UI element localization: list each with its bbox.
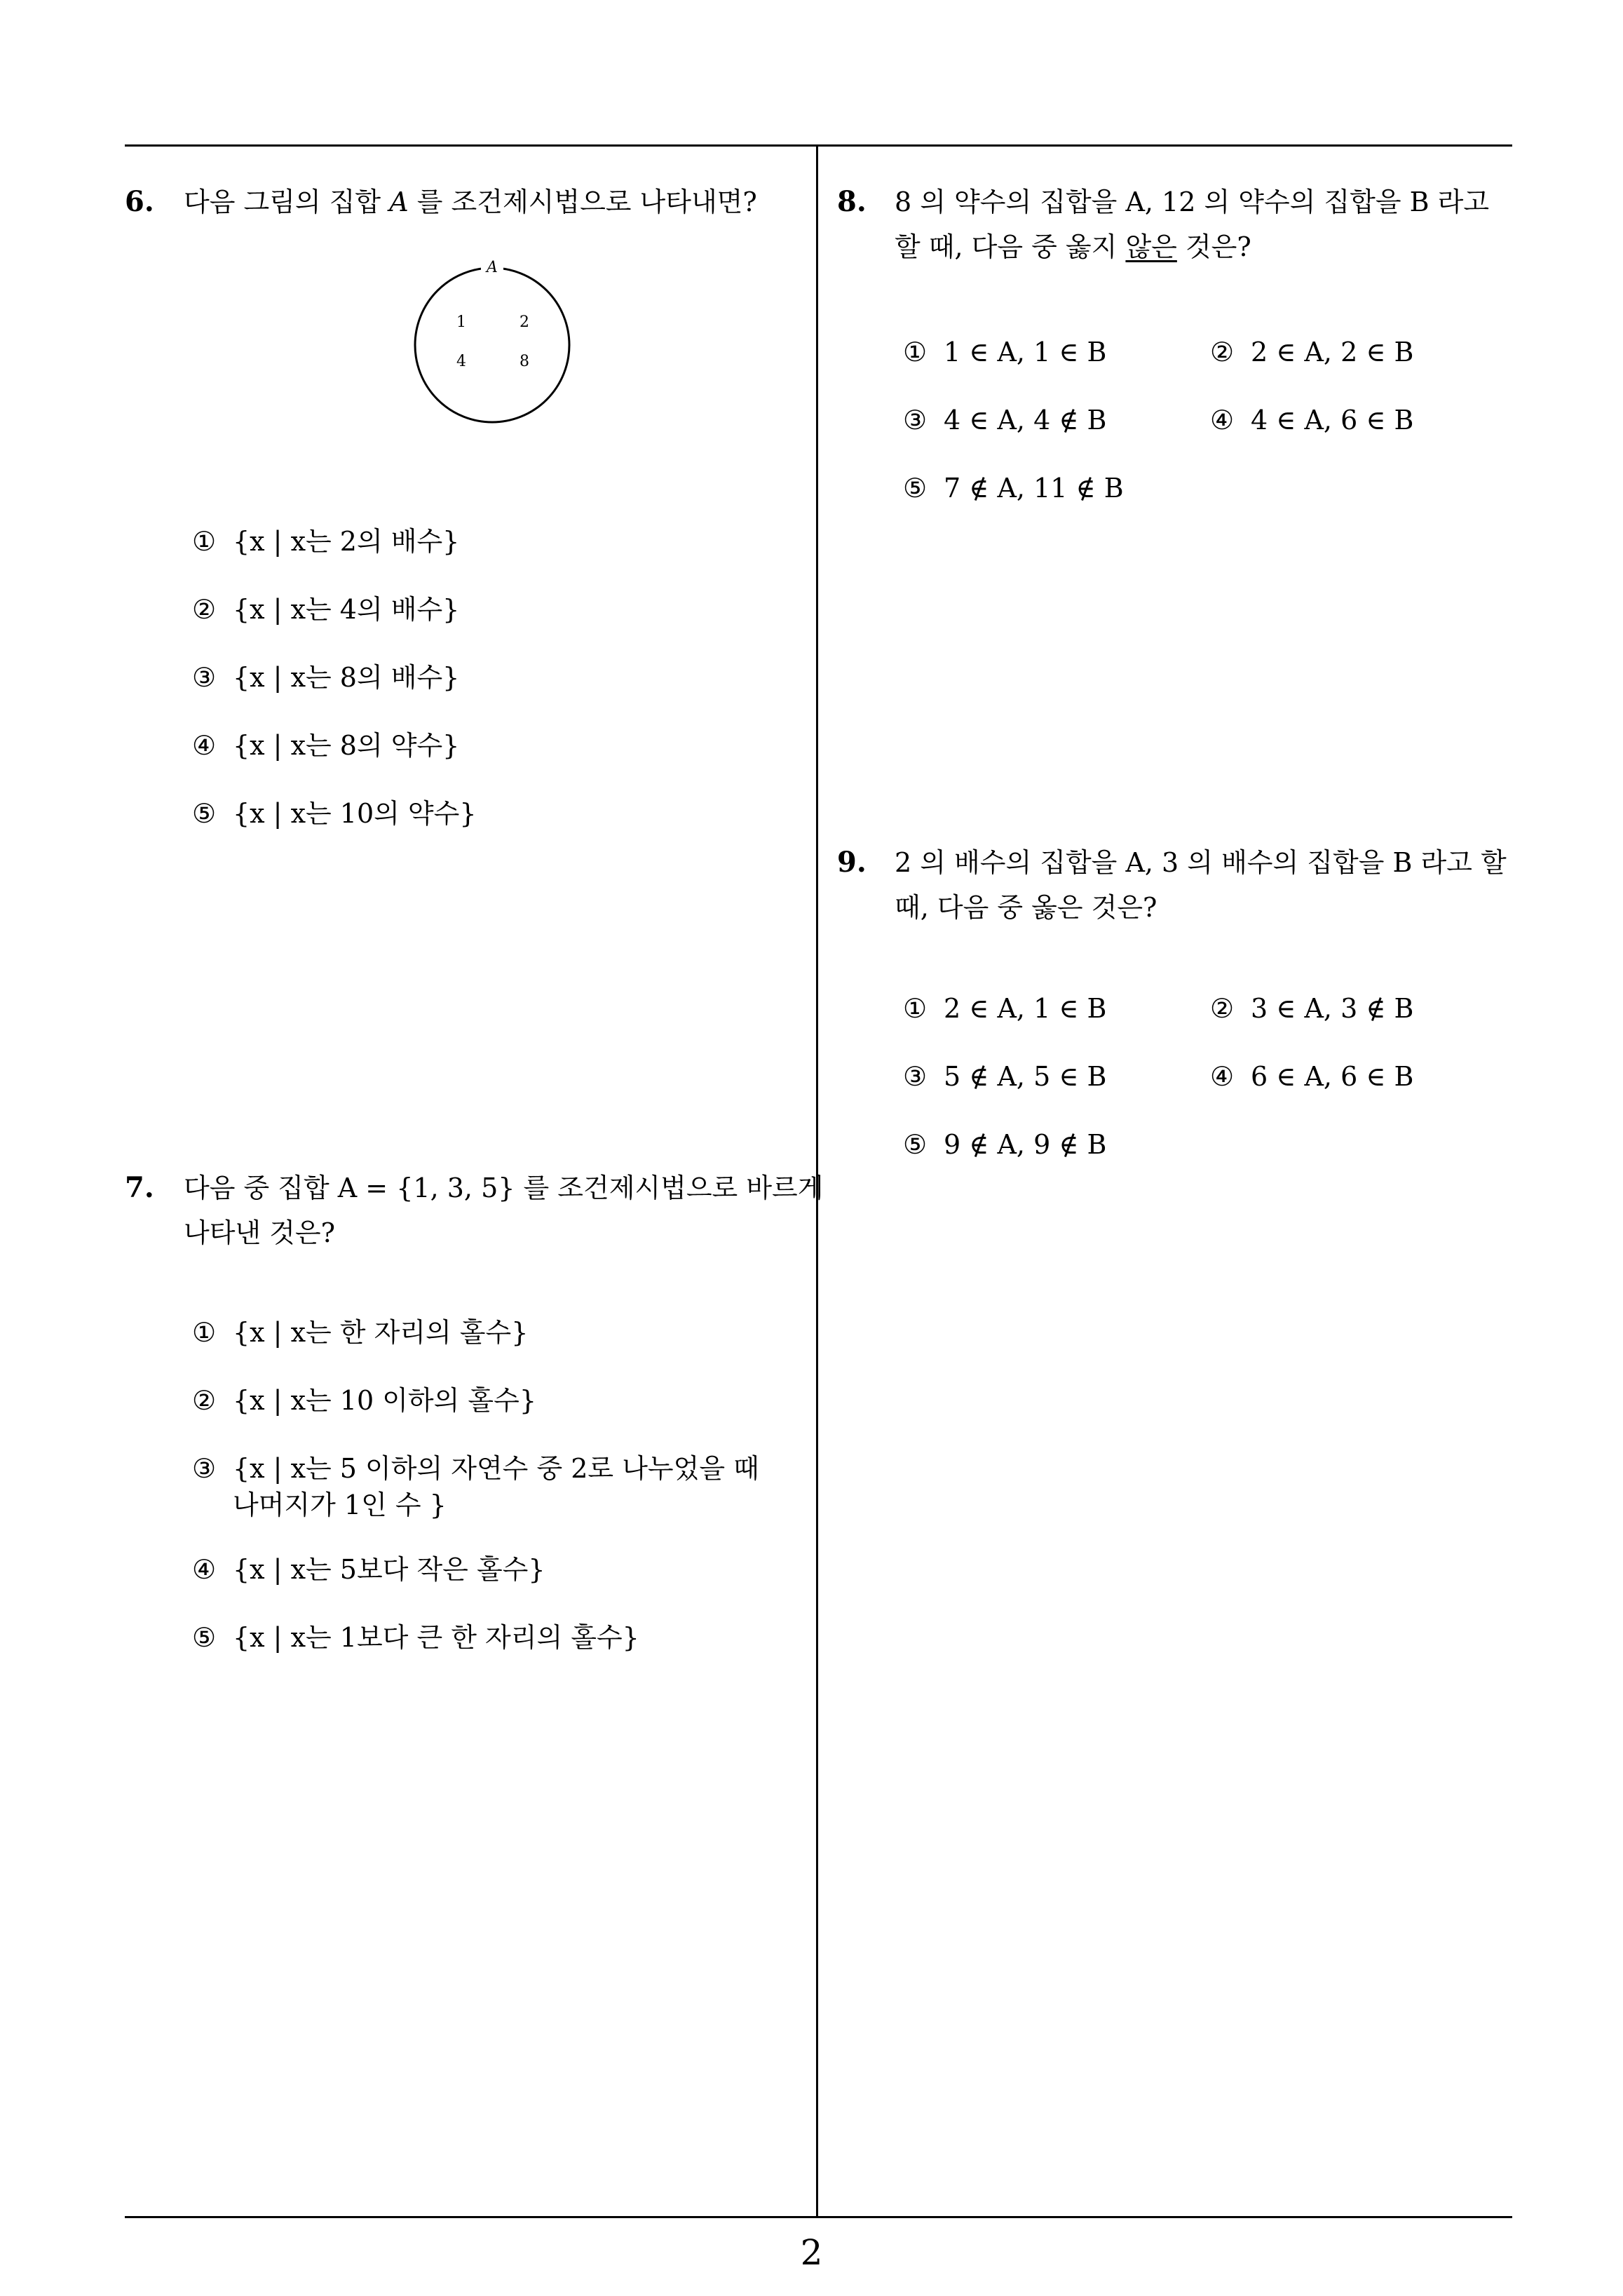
question-7-option-4[interactable]	[192, 1551, 545, 1588]
question-9-option-2[interactable]	[1210, 990, 1413, 1027]
question-8-underlined-word: 않은	[1125, 231, 1177, 262]
option-text: {x | x는 2의 배수}	[233, 526, 460, 557]
venn-element: 4	[456, 353, 466, 370]
question-6-option-2[interactable]	[192, 591, 459, 628]
question-8-line-1: 8 의 약수의 집합을 A, 12 의 약수의 집합을 B 라고	[895, 187, 1490, 217]
question-8-number: 8.	[837, 185, 867, 218]
question-7-option-1[interactable]	[192, 1314, 528, 1351]
question-6-option-3[interactable]	[192, 659, 459, 696]
page-number: 2	[800, 2232, 823, 2273]
option-marker: ③	[192, 1453, 217, 1484]
question-6-text-pre: 다음 그림의 집합	[184, 187, 390, 217]
question-7-option-3[interactable]	[192, 1450, 759, 1523]
bottom-rule	[125, 2216, 1512, 2218]
option-text: {x | x는 10 이하의 홀수}	[233, 1385, 537, 1416]
question-9-option-1[interactable]	[903, 990, 1106, 1027]
question-6-text	[184, 180, 757, 224]
option-marker: ④	[1210, 405, 1235, 435]
question-7-line-2: 나타낸 것은?	[184, 1217, 335, 1248]
option-marker: ①	[192, 526, 217, 557]
option-marker: ④	[1210, 1061, 1235, 1092]
option-marker: ③	[903, 1061, 928, 1092]
question-8-option-4[interactable]	[1210, 402, 1413, 438]
option-marker: ②	[1210, 337, 1235, 367]
option-text: {x | x는 한 자리의 홀수}	[233, 1317, 529, 1348]
question-9-option-4[interactable]	[1210, 1058, 1413, 1095]
option-marker: ①	[192, 1317, 217, 1348]
question-7-option-5[interactable]	[192, 1619, 639, 1656]
question-8-line-2-post: 것은?	[1176, 231, 1251, 262]
question-8-option-3[interactable]	[903, 402, 1106, 438]
question-9-line-2: 때, 다음 중 옳은 것은?	[895, 892, 1157, 923]
question-9-line-1: 2 의 배수의 집합을 A, 3 의 배수의 집합을 B 라고 할	[895, 847, 1507, 878]
option-marker: ⑤	[192, 798, 217, 829]
question-8-option-1[interactable]	[903, 334, 1106, 370]
question-7-number: 7.	[125, 1171, 154, 1204]
option-text: {x | x는 1보다 큰 한 자리의 홀수}	[233, 1622, 639, 1653]
question-6-option-1[interactable]	[192, 523, 459, 560]
venn-diagram	[408, 257, 576, 432]
option-text: 9 ∉ A, 9 ∉ B	[944, 1129, 1107, 1160]
option-marker: ①	[903, 337, 928, 367]
option-marker: ⑤	[903, 473, 928, 504]
option-text: {x | x는 10의 약수}	[233, 798, 477, 829]
option-text: {x | x는 5 이하의 자연수 중 2로 나누었을 때	[233, 1453, 759, 1484]
option-text: 7 ∉ A, 11 ∉ B	[944, 473, 1124, 504]
option-text: {x | x는 8의 배수}	[233, 662, 460, 693]
option-text: 6 ∈ A, 6 ∈ B	[1251, 1061, 1414, 1092]
option-marker: ②	[192, 1385, 217, 1416]
top-rule	[125, 144, 1512, 147]
venn-element: 1	[456, 313, 466, 331]
option-text: {x | x는 5보다 작은 홀수}	[233, 1554, 545, 1585]
option-text: 4 ∈ A, 4 ∉ B	[944, 405, 1107, 435]
option-marker: ⑤	[192, 1622, 217, 1653]
option-text: 2 ∈ A, 1 ∈ B	[944, 993, 1107, 1024]
option-text: 1 ∈ A, 1 ∈ B	[944, 337, 1107, 367]
question-7-line-1: 다음 중 집합 A = {1, 3, 5} 를 조건제시법으로 바르게	[184, 1173, 824, 1203]
question-7-option-2[interactable]	[192, 1382, 536, 1419]
option-marker: ④	[192, 1554, 217, 1585]
option-marker: ①	[903, 993, 928, 1024]
question-9-number: 9.	[837, 846, 867, 879]
option-marker: ⑤	[903, 1129, 928, 1160]
venn-set-label: A	[487, 259, 498, 276]
option-marker: ③	[192, 662, 217, 693]
venn-circle	[415, 268, 569, 422]
question-9-option-3[interactable]	[903, 1058, 1106, 1095]
question-6-option-4[interactable]	[192, 727, 459, 764]
question-8-line-2-pre: 할 때, 다음 중 옳지	[895, 231, 1126, 262]
option-text: {x | x는 8의 약수}	[233, 730, 460, 761]
question-6-number: 6.	[125, 185, 154, 218]
option-marker: ④	[192, 730, 217, 761]
venn-element: 8	[520, 353, 529, 370]
question-8-option-5[interactable]	[903, 470, 1124, 506]
option-marker: ③	[903, 405, 928, 435]
question-6-text-post: 를 조건제시법으로 나타내면?	[408, 187, 757, 217]
question-8-line-2	[895, 224, 1251, 269]
option-text: 2 ∈ A, 2 ∈ B	[1251, 337, 1414, 367]
question-6-set-name: A	[389, 187, 409, 217]
option-text: 5 ∉ A, 5 ∈ B	[944, 1061, 1107, 1092]
question-8-option-2[interactable]	[1210, 334, 1413, 370]
venn-element: 2	[520, 313, 529, 331]
option-marker: ②	[1210, 993, 1235, 1024]
option-text: {x | x는 4의 배수}	[233, 594, 460, 625]
option-marker: ②	[192, 594, 217, 625]
question-6-option-5[interactable]	[192, 795, 477, 832]
option-text: 3 ∈ A, 3 ∉ B	[1251, 993, 1414, 1024]
option-text-continued: 나머지가 1인 수 }	[233, 1490, 447, 1520]
option-text: 4 ∈ A, 6 ∈ B	[1251, 405, 1414, 435]
question-9-option-5[interactable]	[903, 1126, 1106, 1163]
